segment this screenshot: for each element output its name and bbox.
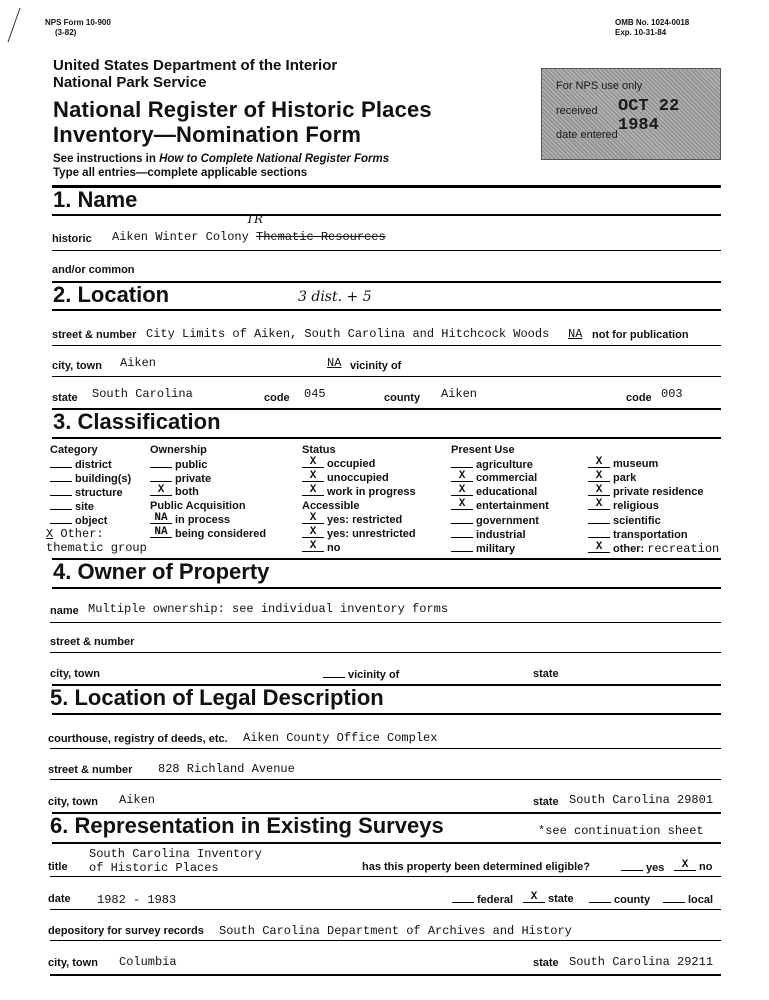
status-occupied[interactable]: X occupied: [302, 458, 375, 470]
expiration: Exp. 10-31-84: [615, 28, 667, 37]
eligible-no[interactable]: X no: [674, 861, 712, 873]
street-value: City Limits of Aiken, South Carolina and Hitchcock Woods: [146, 327, 550, 341]
section-5-heading: 5. Location of Legal Description: [50, 685, 384, 710]
accessible-no[interactable]: X no: [302, 542, 340, 554]
legal-state-value: South Carolina 29801: [569, 793, 714, 807]
use-commercial[interactable]: X commercial: [451, 472, 537, 484]
divider: [52, 842, 721, 844]
form-date: (3-82): [55, 28, 77, 37]
code-label: code: [264, 392, 290, 404]
divider: [52, 713, 721, 715]
divider: [52, 214, 721, 216]
courthouse-label: courthouse, registry of deeds, etc.: [48, 733, 228, 745]
category-header: Category: [50, 444, 98, 456]
historic-label: historic: [52, 233, 92, 245]
city-label: city, town: [52, 360, 102, 372]
owner-city-label: city, town: [50, 668, 100, 680]
use-private-residence[interactable]: X private residence: [588, 486, 704, 498]
section-6-heading: 6. Representation in Existing Surveys: [50, 813, 444, 838]
owner-vicinity: vicinity of: [323, 668, 399, 681]
depository-city-label: city, town: [48, 957, 98, 969]
section-3-heading: 3. Classification: [53, 409, 221, 434]
present-use-header: Present Use: [451, 444, 515, 456]
category-district[interactable]: district: [50, 458, 112, 471]
code-value: 045: [304, 387, 326, 401]
divider: [52, 437, 721, 439]
category-other[interactable]: X Other:: [46, 527, 104, 541]
use-scientific[interactable]: scientific: [588, 514, 661, 527]
divider: [50, 876, 721, 877]
use-industrial[interactable]: industrial: [451, 528, 526, 541]
stamp-title: For NPS use only: [556, 80, 643, 92]
nfp-value: NA: [568, 327, 583, 341]
survey-date-value: 1982 - 1983: [97, 893, 177, 907]
category-buildings[interactable]: building(s): [50, 472, 131, 485]
state-value: South Carolina: [92, 387, 193, 401]
use-agriculture[interactable]: agriculture: [451, 458, 533, 471]
use-museum[interactable]: X museum: [588, 458, 658, 470]
common-label: and/or common: [52, 264, 135, 276]
legal-city-value: Aiken: [119, 793, 156, 807]
owner-name-value: Multiple ownership: see individual inventory forms: [88, 602, 449, 616]
instructions-line1: See instructions in How to Complete National Register Forms: [53, 153, 390, 165]
form-title-line2: Inventory—Nomination Form: [53, 122, 362, 147]
use-park[interactable]: X park: [588, 472, 636, 484]
category-site[interactable]: site: [50, 500, 94, 513]
status-unoccupied[interactable]: X unoccupied: [302, 472, 389, 484]
stamp-received: received: [556, 105, 598, 117]
stamp-received-date: OCT 22 1984: [618, 97, 680, 135]
accessible-restricted[interactable]: X yes: restricted: [302, 514, 402, 526]
section-4-heading: 4. Owner of Property: [53, 559, 270, 584]
legal-street-label: street & number: [48, 764, 133, 776]
form-title-line1: National Register of Historic Places: [53, 97, 432, 122]
legal-street-value: 828 Richland Avenue: [158, 762, 295, 776]
divider: [50, 909, 721, 910]
historic-handwritten: TR: [246, 212, 264, 226]
level-state[interactable]: X state: [523, 893, 574, 905]
public-acquisition-header: Public Acquisition: [150, 500, 246, 512]
state-label: state: [52, 392, 78, 404]
eligible-yes[interactable]: yes: [621, 861, 664, 874]
pubacq-in-process[interactable]: NA in process: [150, 514, 230, 526]
depository-label: depository for survey records: [48, 925, 204, 937]
divider: [50, 974, 721, 976]
historic-value: Aiken Winter Colony Thematic Resources: [112, 230, 386, 244]
county-value: Aiken: [441, 387, 478, 401]
ownership-public[interactable]: public: [150, 458, 207, 471]
legal-state-label: state: [533, 796, 559, 808]
city-value: Aiken: [120, 356, 157, 370]
ownership-both[interactable]: X both: [150, 486, 199, 498]
divider: [52, 250, 721, 251]
category-structure[interactable]: structure: [50, 486, 123, 499]
status-work-in-progress[interactable]: X work in progress: [302, 486, 416, 498]
location-handwritten-note: 3 dist. + 5: [298, 289, 372, 305]
street-label: street & number: [52, 329, 137, 341]
use-other-value: recreation: [647, 542, 720, 556]
nps-use-stamp: [541, 68, 721, 160]
continuation-note: *see continuation sheet: [538, 824, 704, 838]
historic-struck-text: Thematic Resources: [256, 230, 386, 244]
use-religious[interactable]: X religious: [588, 500, 659, 512]
accessible-unrestricted[interactable]: X yes: unrestricted: [302, 528, 416, 540]
survey-date-label: date: [48, 893, 71, 905]
form-number: NPS Form 10-900: [45, 18, 111, 27]
divider: [52, 376, 721, 377]
survey-title-label: title: [48, 861, 68, 873]
vicinity-value: NA: [327, 356, 342, 370]
department: United States Department of the Interior: [53, 57, 338, 74]
divider: [50, 940, 721, 941]
use-entertainment[interactable]: X entertainment: [451, 500, 549, 512]
survey-title-value-2: of Historic Places: [89, 861, 219, 875]
divider: [52, 185, 721, 188]
code2-label: code: [626, 392, 652, 404]
code2-value: 003: [661, 387, 683, 401]
divider: [50, 622, 721, 623]
instructions-line2: Type all entries—complete applicable sections: [53, 167, 308, 179]
use-military[interactable]: military: [451, 542, 515, 555]
status-header: Status: [302, 444, 336, 456]
divider: [50, 779, 721, 780]
survey-title-value-1: South Carolina Inventory: [89, 847, 262, 861]
omb-number: OMB No. 1024-0018: [615, 18, 690, 27]
legal-city-label: city, town: [48, 796, 98, 808]
divider: [52, 345, 721, 346]
owner-street-label: street & number: [50, 636, 135, 648]
level-local[interactable]: local: [663, 893, 713, 906]
use-transportation[interactable]: transportation: [588, 528, 688, 541]
courthouse-value: Aiken County Office Complex: [243, 731, 438, 745]
depository-state-label: state: [533, 957, 559, 969]
use-other[interactable]: X other: recreation: [588, 542, 719, 556]
level-federal[interactable]: federal: [452, 893, 513, 906]
depository-state-value: South Carolina 29211: [569, 955, 714, 969]
owner-state-label: state: [533, 668, 559, 680]
corner-pen-mark: [4, 6, 24, 46]
depository-value: South Carolina Department of Archives and History: [219, 924, 572, 938]
divider: [52, 309, 721, 311]
divider: [52, 587, 721, 589]
ownership-header: Ownership: [150, 444, 207, 456]
service: National Park Service: [53, 74, 207, 91]
divider: [50, 652, 721, 653]
level-county[interactable]: county: [589, 893, 650, 906]
ownership-private[interactable]: private: [150, 472, 211, 485]
divider: [50, 748, 721, 749]
section-1-heading: 1. Name: [53, 187, 138, 212]
use-educational[interactable]: X educational: [451, 486, 537, 498]
depository-city-value: Columbia: [119, 955, 177, 969]
use-government[interactable]: government: [451, 514, 539, 527]
category-other-value: thematic group: [46, 541, 147, 555]
owner-name-label: name: [50, 605, 79, 617]
category-object[interactable]: object: [50, 514, 107, 527]
vicinity-label: vicinity of: [350, 360, 402, 372]
pubacq-being-considered[interactable]: NA being considered: [150, 528, 266, 540]
section-2-heading: 2. Location: [53, 282, 170, 307]
county-label: county: [384, 392, 421, 404]
stamp-date-entered: date entered: [556, 129, 618, 141]
nfp-label: not for publication: [592, 329, 689, 341]
eligible-question: has this property been determined eligible?: [362, 861, 590, 873]
accessible-header: Accessible: [302, 500, 360, 512]
